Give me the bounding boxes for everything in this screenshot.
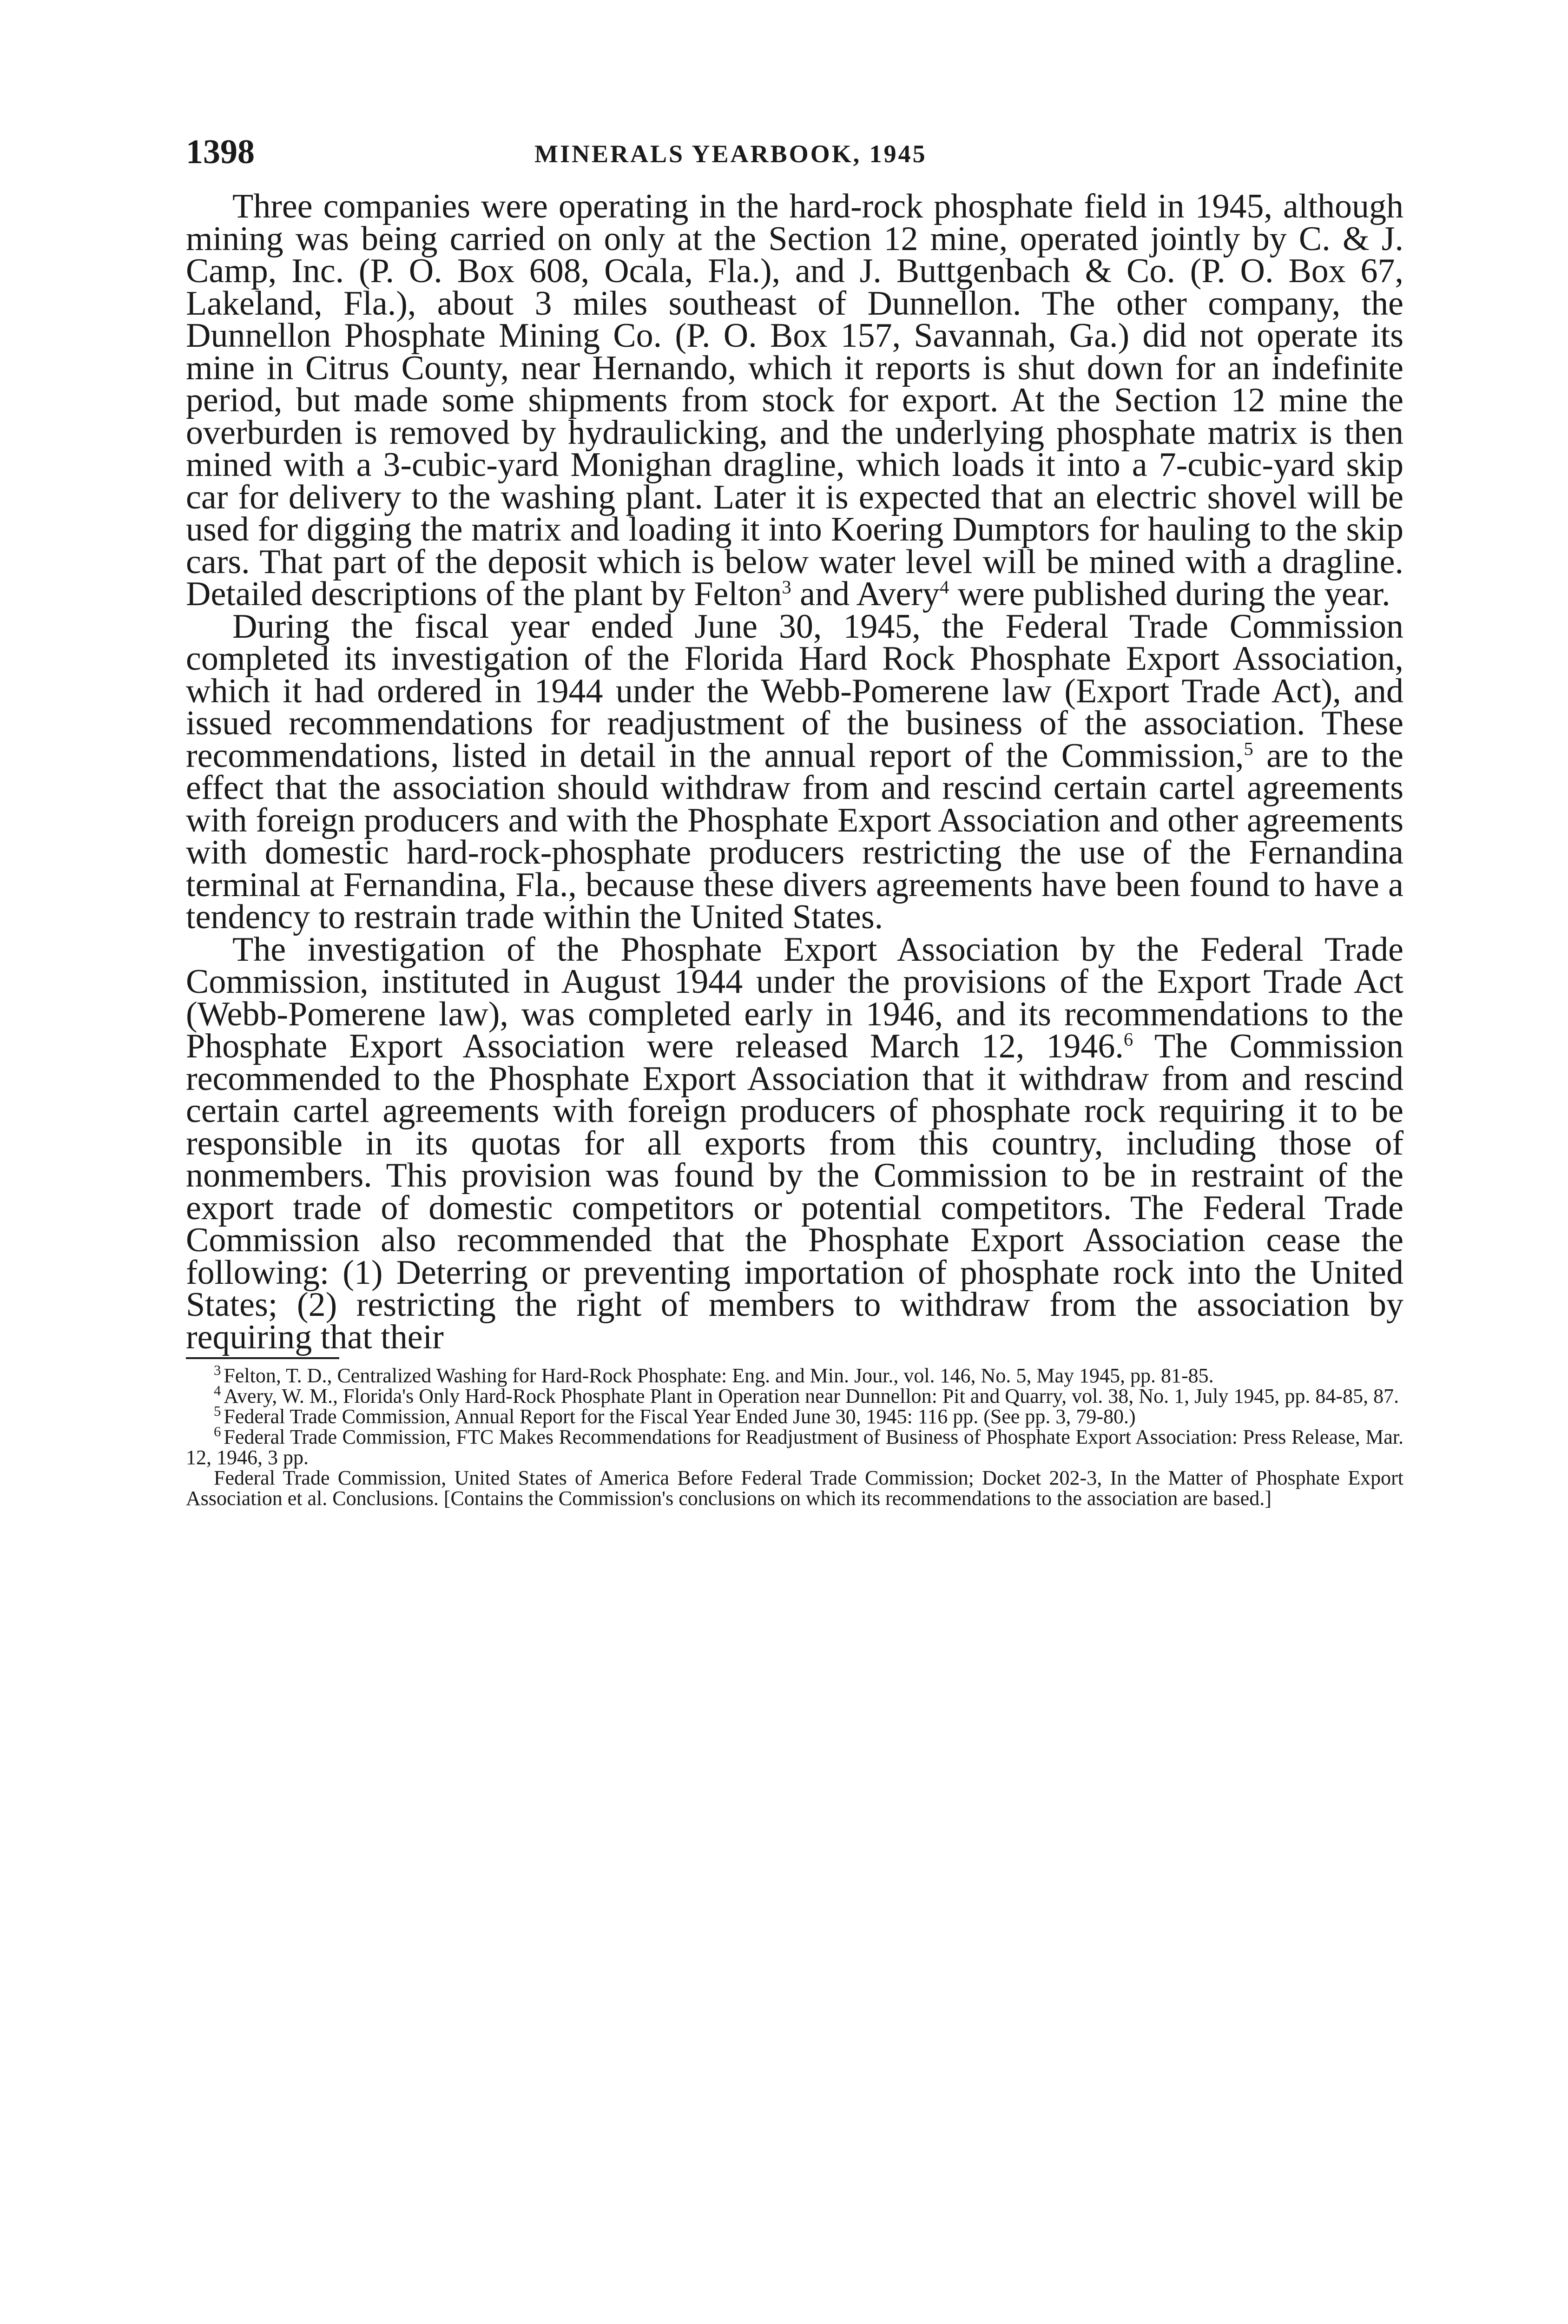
footnote bbox=[186, 1383, 1403, 1407]
paragraph-ftc-investigation bbox=[186, 607, 1403, 936]
footnote bbox=[186, 1403, 1403, 1428]
footnote bbox=[186, 1362, 1403, 1387]
page-header bbox=[186, 135, 1403, 191]
footnote-ref: 6 bbox=[1123, 1029, 1133, 1050]
footnote-ref: 5 bbox=[1244, 738, 1253, 759]
paragraph-text: were published during the year. bbox=[949, 575, 1390, 613]
document-page bbox=[186, 135, 1403, 1509]
paragraph-text: During the fiscal year ended June 30, 1945, the Federal Trade Commission completed its investigation of the Florida Hard Rock Phosphate Export Association, which it had ordered in 1944 under the Webb-Pomerene law (Export Trade Act), and issued recommendations for readjustment of the business of the association. These recommendations, listed in detail in the annual report of the Commission, bbox=[186, 607, 1403, 775]
footnote bbox=[186, 1424, 1403, 1469]
paragraph-text: The investigation of the Phosphate Export Association by the Federal Trade Commission, instituted in August 1944 under the provisions of the Export Trade Act (Webb-Pomerene law), was completed early in 1946, and its recommendations to the Phosphate Export Association were released March 12, 1946. bbox=[186, 930, 1403, 1065]
footnote-divider bbox=[186, 1357, 339, 1359]
paragraph-export-association bbox=[186, 930, 1404, 1356]
body-text bbox=[186, 187, 1404, 1356]
footnote-ref: 4 bbox=[939, 576, 949, 598]
footnote-text: Federal Trade Commission, FTC Makes Recommendations for Readjustment of Business of Phosphate Export Association: Press Release, Mar. 12, 1946, 3 pp. bbox=[186, 1426, 1403, 1469]
paragraph-text: and Avery bbox=[791, 575, 940, 613]
footnote-marker: 4 bbox=[214, 1383, 221, 1399]
footnote-ref: 3 bbox=[782, 576, 791, 598]
running-head: MINERALS YEARBOOK, 1945 bbox=[534, 140, 927, 168]
paragraph-text: Three companies were operating in the hard-rock phosphate field in 1945, although mining was being carried on only at the Section 12 mine, operated jointly by C. & J. Camp, Inc. (P. O. Box 608, Ocala, Fla.), and J. Buttgenbach & Co. (P. O. Box 67, Lakeland, Fla.), about 3 miles southeast of Dunnellon. The other company, the Dunnellon Phosphate Mining Co. (P. O. Box 157, Savannah, Ga.) did not operate its mine in Citrus County, near Hernando, which it reports is shut down for an indefinite period, but made some shipments from stock for export. At the Section 12 mine the overburden is removed by hydraulicking, and the underlying phosphate matrix is then mined with a 3-cubic-yard Monighan dragline, which loads it into a 7-cubic-yard skip car for delivery to the washing plant. Later it is expected that an electric shovel will be used for digging the matrix and loading it into Koering Dumptors for hauling to the skip cars. That part of the deposit which is below water level will be mined with a dragline. Detailed descriptions of the plant by Felton bbox=[186, 187, 1403, 613]
footnotes bbox=[186, 1362, 1403, 1510]
footnote-text: Federal Trade Commission, United States of America Before Federal Trade Commission; Docket 202-3, In the Matter of Phosphate Export Association et al. Conclusions. [Contains the Commission's conclusions on which its recommendations to the association are based.] bbox=[186, 1466, 1403, 1510]
paragraph-text: The Commission recommended to the Phosphate Export Association that it withdraw from and rescind certain cartel agreements with foreign producers of phosphate rock requiring it to be responsible in its quotas for all exports from this country, including those of nonmembers. This provision was found by the Commission to be in restraint of the export trade of domestic competitors or potential competitors. The Federal Trade Commission also recommended that the Phosphate Export Association cease the following: (1) Deterring or preventing importation of phosphate rock into the United States; (2) restricting the right of members to withdraw from the association by requiring that their bbox=[186, 1027, 1404, 1356]
footnote-marker: 6 bbox=[214, 1424, 221, 1440]
footnote-continuation bbox=[186, 1468, 1403, 1509]
paragraph-hard-rock-field bbox=[186, 187, 1403, 613]
footnote-text: Federal Trade Commission, Annual Report for the Fiscal Year Ended June 30, 1945: 116 pp. (See pp. 3, 79-80.) bbox=[224, 1405, 1136, 1428]
footnote-marker: 3 bbox=[214, 1362, 221, 1379]
footnote-marker: 5 bbox=[214, 1403, 221, 1419]
footnote-text: Felton, T. D., Centralized Washing for Hard-Rock Phosphate: Eng. and Min. Jour., vol. 146, No. 5, May 1945, pp. 81-85. bbox=[224, 1364, 1214, 1387]
page-number: 1398 bbox=[186, 133, 255, 171]
paragraph-text: are to the effect that the association should withdraw from and rescind certain cartel agreements with foreign producers and with the Phosphate Export Association and other agreements with domestic hard-rock-phosphate producers restricting the use of the Fernandina terminal at Fernandina, Fla., because these divers agreements have been found to have a tendency to restrain trade within the United States. bbox=[186, 736, 1403, 936]
footnote-text: Avery, W. M., Florida's Only Hard-Rock Phosphate Plant in Operation near Dunnellon: Pit and Quarry, vol. 38, No. 1, July 1945, pp. 84-85, 87. bbox=[224, 1385, 1399, 1407]
